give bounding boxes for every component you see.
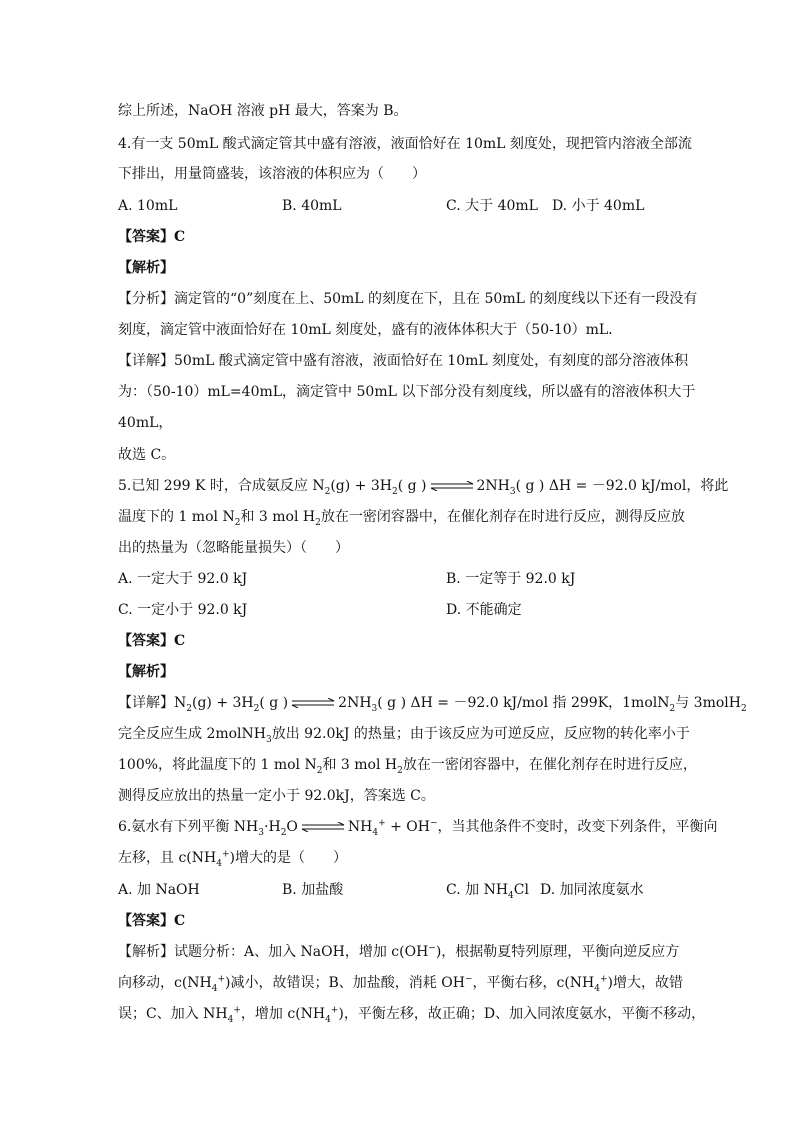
q6-answer: 【答案】C: [118, 913, 186, 929]
q4-analysis-heading: 【解析】: [118, 260, 174, 276]
q4-option-cd: C. 大于 40mL D. 小于 40mL: [446, 198, 645, 214]
q5-option-b: B. 一定等于 92.0 kJ: [446, 571, 576, 587]
summary-line: 综上所述，NaOH 溶液 pH 最大，答案为 B。: [118, 103, 408, 119]
q4-fenxi-line2: 刻度，滴定管中液面恰好在 10mL 刻度处，盛有的液体体积大于（50-10）mL．: [118, 322, 623, 338]
q6-stem-line2: 左移，且 $c(NH_4^+)$增大的是（ ）: [118, 849, 347, 869]
equilibrium-arrow-icon: [429, 481, 475, 491]
q5-option-a: A. 一定大于 92.0 kJ: [118, 571, 248, 587]
q5-detail-line4: 测得反应放出的热量一定小于 92.0kJ，答案选 C。: [118, 788, 435, 804]
q4-option-b: B. 40mL: [282, 198, 342, 214]
q6-option-a: A. 加 NaOH: [118, 882, 200, 898]
q4-stem-line1: 4.有一支 50mL 酸式滴定管其中盛有溶液，液面恰好在 10mL 刻度处，现把管内溶液全部流: [118, 136, 692, 152]
q4-fenxi-line1: 【分析】滴定管的“0”刻度在上、50mL 的刻度在下，且在 50mL 的刻度线以下还有一段没有: [118, 291, 698, 307]
q5-option-c: C. 一定小于 92.0 kJ: [118, 602, 248, 618]
q5-detail-line1: 【详解】$N_2(g) + 3H_2$( g ) $2NH_3$( g ) ΔH = －92.0 kJ/mol 指 299K，1molN$_2$与 3molH$_2$: [118, 695, 747, 714]
q5-detail-line3: 100%，将此温度下的 1 mol $N_2$和 3 mol $H_2$放在一密闭容器中，在催化剂存在时进行反应，: [118, 757, 697, 776]
q6-analysis-line3: 误；C、加入 $NH_4^+$，增加 $c(NH_4^+)$，平衡左移，故正确；D、加入同浓度氨水，平衡不移动，: [118, 1005, 706, 1025]
equilibrium-arrow-icon: [300, 822, 346, 832]
q5-stem-line3: 出的热量为（忽略能量损失）（ ）: [118, 540, 349, 556]
q4-detail-line2: 为：（50-10）mL=40mL，滴定管中 50mL 以下部分没有刻度线，所以盛有的溶液体积大于: [118, 384, 696, 400]
q5-detail-line2: 完全反应生成 2molNH$_3$放出 92.0kJ 的热量；由于该反应为可逆反应，反应物的转化率小于: [118, 726, 690, 745]
q6-option-c: C. 加 $NH_4Cl$: [446, 882, 529, 901]
equilibrium-arrow-icon: [290, 698, 336, 708]
q4-detail-line4: 故选 C。: [118, 447, 176, 463]
q6-analysis-line2: 向移动，$c(NH_4^+)$减小，故错误；B、加盐酸，消耗 OH−，平衡右移，$c(NH_4^+)$增大，故错: [118, 974, 683, 994]
q6-option-d: D. 加同浓度氨水: [540, 882, 644, 898]
q5-option-d: D. 不能确定: [446, 602, 522, 618]
q5-analysis-heading: 【解析】: [118, 664, 174, 680]
q4-option-a: A. 10mL: [118, 198, 178, 214]
q4-detail-line3: 40mL，: [118, 415, 173, 431]
q5-stem-line2: 温度下的 1 mol $N_2$和 3 mol $H_2$放在一密闭容器中，在催化剂存在时进行反应，测得反应放: [118, 509, 685, 528]
q5-answer: 【答案】C: [118, 633, 186, 649]
q4-answer: 【答案】C: [118, 229, 186, 245]
q6-stem-line1: 6.氨水有下列平衡 $NH_3\cdot H_2O$ $NH_4^+ + OH^-$，当其他条件不变时，改变下列条件，平衡向: [118, 818, 718, 838]
q6-analysis-line1: 【解析】试题分析：A、加入 NaOH，增加 c(OH−)，根据勒夏特列原理，平衡向逆反应方: [118, 943, 680, 960]
q4-stem-line2: 下排出，用量筒盛装，该溶液的体积应为（ ）: [118, 166, 426, 182]
q6-option-b: B. 加盐酸: [282, 882, 344, 898]
q4-detail-line1: 【详解】50mL 酸式滴定管中盛有溶液，液面恰好在 10mL 刻度处，有刻度的部分溶液体积: [118, 353, 689, 369]
q5-stem-line1: 5.已知 299 K 时，合成氨反应 $N_2(g) + 3H_2$( g ) $2NH_3$( g ) ΔH = －92.0 kJ/mol，将此: [118, 478, 729, 497]
